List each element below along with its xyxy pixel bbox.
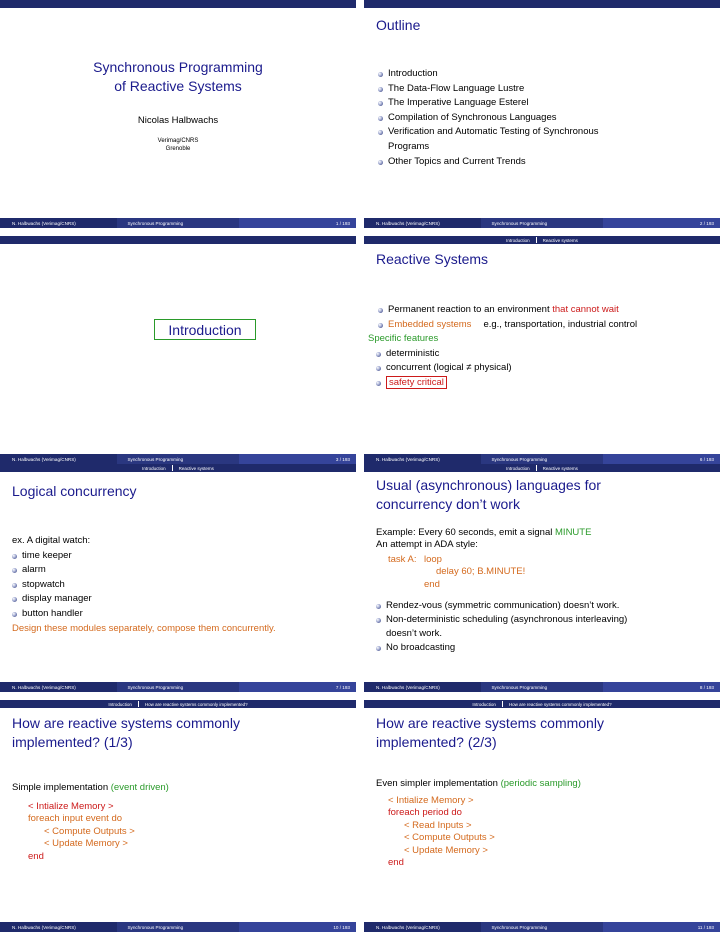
example-text: Example: Every 60 seconds, emit a signal (376, 527, 556, 538)
nav-subsection[interactable]: How are reactive systems commonly implemented? (144, 701, 248, 707)
list-item (376, 376, 712, 391)
nav-subsection[interactable]: How are reactive systems commonly implemented? (508, 701, 612, 707)
code-line: end (388, 857, 404, 868)
slide-8 (364, 700, 720, 932)
list-item: button handler (12, 607, 348, 622)
bullet-list (376, 599, 712, 655)
slide-footer-bar (0, 218, 356, 228)
list-item: Compilation of Synchronous Languages (378, 111, 712, 126)
intro-line (376, 778, 712, 791)
list-item: No broadcasting (376, 641, 712, 655)
slide-4 (364, 236, 720, 464)
institution-line: Verimag/CNRS (157, 138, 199, 144)
nav-section[interactable]: Introduction (108, 701, 132, 707)
footer-author: N. Halbwachs (Verimag/CNRS) (0, 454, 117, 464)
example-line (376, 527, 712, 539)
nav-section[interactable]: Introduction (506, 237, 530, 243)
footer-course: Synchronous Programming (481, 218, 602, 228)
slide-body (12, 534, 348, 636)
slide-footer-bar (0, 454, 356, 464)
slide-footer-bar (364, 682, 720, 692)
nav-separator (536, 465, 537, 471)
list-item-text: doesn’t work. (386, 628, 442, 640)
footer-course: Synchronous Programming (481, 454, 602, 464)
footer-author: N. Halbwachs (Verimag/CNRS) (0, 218, 117, 228)
slide-body (376, 527, 712, 655)
slide-title (376, 714, 604, 752)
pseudo-code (388, 795, 712, 870)
footer-author: N. Halbwachs (Verimag/CNRS) (0, 682, 117, 692)
footer-author: N. Halbwachs (Verimag/CNRS) (364, 454, 481, 464)
slide-header-bar (364, 236, 720, 244)
list-item: stopwatch (12, 578, 348, 593)
footer-page-number: 11 / 193 (603, 922, 720, 932)
slide-title: Reactive Systems (376, 251, 489, 267)
title-line: implemented? (1/3) (12, 734, 133, 750)
bullet-list (378, 303, 712, 332)
code-line: delay 60; B.MINUTE! (436, 566, 526, 578)
intro-text: ex. A digital watch: (12, 535, 91, 546)
section-box: Introduction (154, 319, 256, 340)
slide-footer-bar (364, 218, 720, 228)
title-line: concurrency don’t work (376, 496, 520, 512)
signal-name: MINUTE (555, 527, 592, 538)
list-item: deterministic (376, 347, 712, 362)
navigation-bar (364, 464, 720, 472)
list-item: display manager (12, 592, 348, 607)
nav-subsection[interactable]: Reactive systems (178, 465, 214, 471)
nav-section[interactable]: Introduction (472, 701, 496, 707)
attempt-text: An attempt in ADA style: (376, 539, 478, 551)
highlight-box: safety critical (386, 376, 447, 389)
list-item-text: Verification and Automatic Testing of Synchronous (388, 126, 599, 138)
code-line: < Compute Outputs > (44, 825, 135, 837)
code-line: < Update Memory > (44, 838, 128, 849)
slide-header-bar (364, 700, 720, 708)
title-line: Synchronous Programming (93, 59, 263, 75)
slide-header-bar (364, 464, 720, 472)
slide-header-bar (0, 700, 356, 708)
footer-course: Synchronous Programming (481, 922, 602, 932)
nav-subsection[interactable]: Reactive systems (542, 237, 578, 243)
slide-header-bar (0, 0, 356, 8)
footer-page-number: 2 / 193 (603, 218, 720, 228)
list-item: Rendez-vous (symmetric communication) doesn’t work. (376, 599, 712, 613)
footer-course: Synchronous Programming (481, 682, 602, 692)
outline-list (378, 67, 712, 169)
slide-body (378, 67, 712, 169)
pseudo-code (28, 801, 348, 864)
intro-text: Even simpler implementation (376, 778, 501, 789)
list-item: concurrent (logical ≠ physical) (376, 361, 712, 376)
slide-footer-bar (0, 922, 356, 932)
nav-separator (536, 237, 537, 243)
nav-section[interactable]: Introduction (506, 465, 530, 471)
slide-body (368, 303, 712, 391)
intro-line (12, 782, 348, 795)
slide-title: Logical concurrency (12, 483, 137, 499)
intro-text: Simple implementation (12, 782, 111, 793)
footer-author: N. Halbwachs (Verimag/CNRS) (364, 682, 481, 692)
highlight-text: Embedded systems (388, 318, 472, 330)
list-item: Introduction (378, 67, 712, 82)
list-item: Other Topics and Current Trends (378, 155, 712, 170)
code-line: < Update Memory > (404, 844, 488, 856)
code-line: < Read Inputs > (404, 819, 472, 831)
code-line: foreach period do (388, 807, 462, 818)
footer-course: Synchronous Programming (117, 682, 238, 692)
highlight-text: that cannot wait (552, 304, 619, 315)
footer-course: Synchronous Programming (117, 922, 238, 932)
slide-title (376, 476, 601, 514)
footer-page-number: 10 / 193 (239, 922, 356, 932)
slide-title: Outline (376, 17, 421, 33)
slide-1 (0, 0, 356, 228)
footer-course: Synchronous Programming (117, 218, 238, 228)
code-line: foreach input event do (28, 813, 123, 824)
nav-separator (172, 465, 173, 471)
list-item (378, 125, 712, 154)
code-line: < Compute Outputs > (404, 832, 495, 843)
list-item-text: Permanent reaction to an environment (388, 304, 553, 315)
list-item-text: Non-deterministic scheduling (asynchronous interleaving) (386, 614, 628, 626)
code-line: < Intialize Memory > (28, 800, 114, 812)
navigation-bar (364, 236, 720, 244)
footer-page-number: 7 / 193 (239, 682, 356, 692)
list-item: The Imperative Language Esterel (378, 96, 712, 111)
slide-header-bar (0, 464, 356, 472)
slide-title (12, 714, 240, 752)
slide-2 (364, 0, 720, 228)
footer-page-number: 8 / 193 (603, 682, 720, 692)
code-line (388, 554, 712, 566)
slide-footer-bar (364, 922, 720, 932)
list-item (376, 613, 712, 641)
navigation-bar (0, 700, 356, 708)
slide-header-bar (364, 0, 720, 8)
features-heading: Specific features (368, 333, 439, 345)
navigation-bar (0, 464, 356, 472)
list-item: alarm (12, 563, 348, 578)
nav-separator (138, 701, 139, 707)
list-item (378, 303, 712, 318)
slide-body (12, 782, 348, 863)
title-line: Usual (asynchronous) languages for (376, 477, 601, 493)
code-line: < Intialize Memory > (388, 794, 474, 806)
code-block (388, 554, 712, 591)
slide-footer-bar (0, 682, 356, 692)
footer-page-number: 3 / 193 (239, 454, 356, 464)
title-line: How are reactive systems commonly (12, 715, 240, 731)
code-line: end (424, 578, 440, 590)
nav-section[interactable]: Introduction (142, 465, 166, 471)
code-keyword: loop (424, 553, 442, 565)
footer-page-number: 6 / 193 (603, 454, 720, 464)
slide-body (376, 778, 712, 870)
slide-header-bar (0, 236, 356, 244)
slide-title (0, 58, 356, 96)
design-note: Design these modules separately, compose them concurrently. (12, 622, 276, 634)
nav-separator (502, 701, 503, 707)
list-item-text: Programs (388, 140, 430, 152)
highlight-text: (periodic sampling) (500, 778, 581, 789)
list-item: The Data-Flow Language Lustre (378, 82, 712, 97)
footer-page-number: 1 / 193 (239, 218, 356, 228)
list-item-text: e.g., transportation, industrial control (483, 318, 638, 330)
bullet-list (12, 549, 348, 622)
slide-footer-bar (364, 454, 720, 464)
highlight-text: (event driven) (110, 782, 169, 793)
code-line: end (28, 850, 44, 862)
list-item: time keeper (12, 549, 348, 564)
code-keyword: task A: (388, 553, 417, 565)
list-item (378, 318, 712, 333)
author-name: Nicolas Halbwachs (137, 115, 219, 126)
institution-line: Grenoble (165, 146, 191, 152)
slide-5 (0, 464, 356, 692)
footer-author: N. Halbwachs (Verimag/CNRS) (364, 218, 481, 228)
footer-author: N. Halbwachs (Verimag/CNRS) (0, 922, 117, 932)
title-line: of Reactive Systems (114, 78, 242, 94)
footer-author: N. Halbwachs (Verimag/CNRS) (364, 922, 481, 932)
slide-3 (0, 236, 356, 464)
title-line: implemented? (2/3) (376, 734, 497, 750)
navigation-bar (364, 700, 720, 708)
slide-6 (364, 464, 720, 692)
title-line: How are reactive systems commonly (376, 715, 604, 731)
institution (0, 137, 356, 153)
features-list (376, 347, 712, 391)
slide-7 (0, 700, 356, 932)
nav-subsection[interactable]: Reactive systems (542, 465, 578, 471)
footer-course: Synchronous Programming (117, 454, 238, 464)
